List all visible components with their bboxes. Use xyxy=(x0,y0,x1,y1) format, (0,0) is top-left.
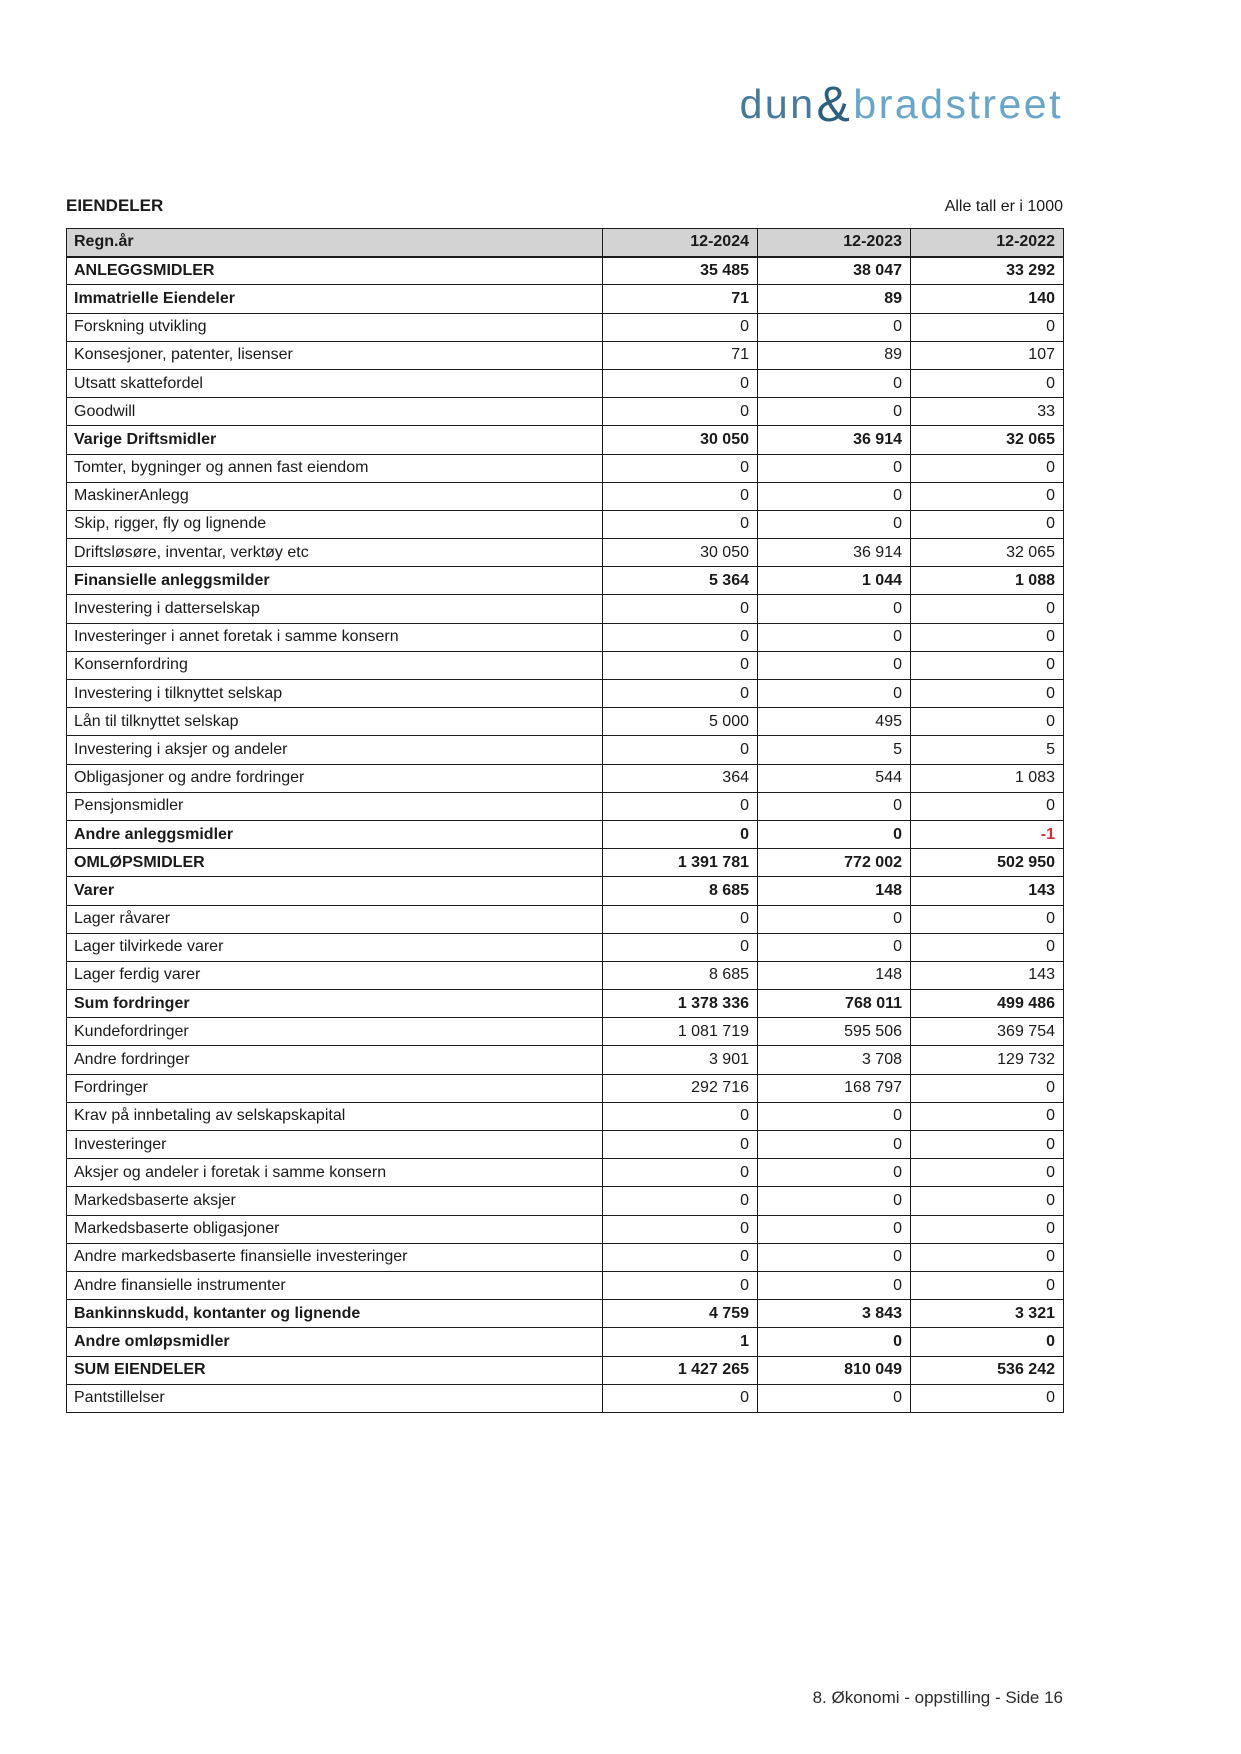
row-value: 3 321 xyxy=(911,1300,1064,1328)
row-value: 0 xyxy=(911,792,1064,820)
row-value: 0 xyxy=(603,1102,758,1130)
row-value: 0 xyxy=(603,1159,758,1187)
row-value: 0 xyxy=(758,595,911,623)
row-label: Goodwill xyxy=(67,398,603,426)
row-value: 33 292 xyxy=(911,257,1064,285)
row-value: 0 xyxy=(911,482,1064,510)
balance-sheet-table xyxy=(66,228,1064,1413)
row-value: 107 xyxy=(911,341,1064,369)
row-value: 0 xyxy=(911,1384,1064,1412)
row-value: 1 391 781 xyxy=(603,849,758,877)
row-value: 0 xyxy=(911,1243,1064,1271)
row-value: 168 797 xyxy=(758,1074,911,1102)
row-value: 32 065 xyxy=(911,426,1064,454)
table-row xyxy=(67,595,1064,623)
row-value: 292 716 xyxy=(603,1074,758,1102)
row-value: 0 xyxy=(603,482,758,510)
row-value: 0 xyxy=(603,820,758,848)
row-label: ANLEGGSMIDLER xyxy=(67,257,603,285)
row-label: Investering i tilknyttet selskap xyxy=(67,680,603,708)
row-value: 0 xyxy=(758,482,911,510)
table-row xyxy=(67,623,1064,651)
table-row xyxy=(67,454,1064,482)
row-value: 1 088 xyxy=(911,567,1064,595)
row-value: 3 901 xyxy=(603,1046,758,1074)
column-header-2024: 12-2024 xyxy=(603,229,758,257)
row-value: 143 xyxy=(911,961,1064,989)
row-label: Kundefordringer xyxy=(67,1018,603,1046)
table-row xyxy=(67,285,1064,313)
row-value: 5 364 xyxy=(603,567,758,595)
row-value: 0 xyxy=(911,369,1064,397)
row-value: 0 xyxy=(758,313,911,341)
table-row xyxy=(67,933,1064,961)
row-value: 0 xyxy=(911,1187,1064,1215)
row-label: Forskning utvikling xyxy=(67,313,603,341)
row-label: Skip, rigger, fly og lignende xyxy=(67,510,603,538)
row-value: -1 xyxy=(911,820,1064,848)
row-label: OMLØPSMIDLER xyxy=(67,849,603,877)
table-row xyxy=(67,1243,1064,1271)
row-label: Markedsbaserte obligasjoner xyxy=(67,1215,603,1243)
table-row xyxy=(67,1131,1064,1159)
row-value: 0 xyxy=(911,708,1064,736)
column-header-2022: 12-2022 xyxy=(911,229,1064,257)
row-label: Pensjonsmidler xyxy=(67,792,603,820)
units-note: Alle tall er i 1000 xyxy=(944,198,1063,215)
row-value: 148 xyxy=(758,877,911,905)
row-label: MaskinerAnlegg xyxy=(67,482,603,510)
row-value: 0 xyxy=(758,933,911,961)
table-row xyxy=(67,1046,1064,1074)
row-label: Investeringer xyxy=(67,1131,603,1159)
table-row xyxy=(67,510,1064,538)
row-value: 1 044 xyxy=(758,567,911,595)
row-value: 1 083 xyxy=(911,764,1064,792)
row-value: 5 000 xyxy=(603,708,758,736)
row-value: 38 047 xyxy=(758,257,911,285)
row-label: Utsatt skattefordel xyxy=(67,369,603,397)
table-row xyxy=(67,426,1064,454)
row-value: 0 xyxy=(603,651,758,679)
row-label: Investeringer i annet foretak i samme konsern xyxy=(67,623,603,651)
row-value: 0 xyxy=(758,1328,911,1356)
row-value: 0 xyxy=(758,623,911,651)
row-value: 0 xyxy=(603,1187,758,1215)
table-row xyxy=(67,398,1064,426)
table-row xyxy=(67,680,1064,708)
row-value: 0 xyxy=(603,510,758,538)
row-value: 0 xyxy=(603,905,758,933)
table-row xyxy=(67,1074,1064,1102)
row-label: Immatrielle Eiendeler xyxy=(67,285,603,313)
row-value: 810 049 xyxy=(758,1356,911,1384)
row-label: Finansielle anleggsmilder xyxy=(67,567,603,595)
table-row xyxy=(67,651,1064,679)
row-value: 71 xyxy=(603,285,758,313)
row-value: 8 685 xyxy=(603,961,758,989)
table-row xyxy=(67,1356,1064,1384)
row-value: 0 xyxy=(911,313,1064,341)
dun-bradstreet-logo xyxy=(740,72,1063,130)
table-row xyxy=(67,792,1064,820)
table-row xyxy=(67,820,1064,848)
row-value: 129 732 xyxy=(911,1046,1064,1074)
row-value: 0 xyxy=(758,820,911,848)
row-value: 364 xyxy=(603,764,758,792)
table-row xyxy=(67,764,1064,792)
row-value: 502 950 xyxy=(911,849,1064,877)
logo-text-dun: dun xyxy=(739,81,816,127)
row-value: 5 xyxy=(758,736,911,764)
row-value: 0 xyxy=(758,1243,911,1271)
table-row xyxy=(67,990,1064,1018)
row-value: 1 081 719 xyxy=(603,1018,758,1046)
row-value: 0 xyxy=(911,1271,1064,1299)
row-value: 36 914 xyxy=(758,539,911,567)
row-value: 0 xyxy=(603,313,758,341)
row-value: 33 xyxy=(911,398,1064,426)
row-value: 0 xyxy=(911,933,1064,961)
row-value: 0 xyxy=(603,398,758,426)
row-value: 0 xyxy=(911,651,1064,679)
row-label: Konsernfordring xyxy=(67,651,603,679)
table-row xyxy=(67,1018,1064,1046)
page-footer: 8. Økonomi - oppstilling - Side 16 xyxy=(812,1688,1063,1707)
row-value: 0 xyxy=(758,1102,911,1130)
row-value: 0 xyxy=(758,510,911,538)
row-value: 0 xyxy=(603,595,758,623)
table-row xyxy=(67,313,1064,341)
table-row xyxy=(67,849,1064,877)
row-value: 36 914 xyxy=(758,426,911,454)
row-value: 595 506 xyxy=(758,1018,911,1046)
table-row xyxy=(67,1102,1064,1130)
table-row xyxy=(67,877,1064,905)
row-value: 89 xyxy=(758,341,911,369)
row-value: 143 xyxy=(911,877,1064,905)
row-value: 0 xyxy=(758,454,911,482)
row-value: 32 065 xyxy=(911,539,1064,567)
row-label: Aksjer og andeler i foretak i samme konsern xyxy=(67,1159,603,1187)
row-value: 0 xyxy=(758,680,911,708)
row-value: 140 xyxy=(911,285,1064,313)
row-value: 4 759 xyxy=(603,1300,758,1328)
row-value: 0 xyxy=(603,736,758,764)
row-value: 5 xyxy=(911,736,1064,764)
row-value: 0 xyxy=(911,510,1064,538)
table-row xyxy=(67,736,1064,764)
row-value: 0 xyxy=(603,1243,758,1271)
row-label: Andre finansielle instrumenter xyxy=(67,1271,603,1299)
row-label: Sum fordringer xyxy=(67,990,603,1018)
row-value: 0 xyxy=(603,369,758,397)
row-value: 3 708 xyxy=(758,1046,911,1074)
table-row xyxy=(67,1300,1064,1328)
row-value: 71 xyxy=(603,341,758,369)
row-value: 35 485 xyxy=(603,257,758,285)
row-value: 89 xyxy=(758,285,911,313)
table-row xyxy=(67,708,1064,736)
row-value: 0 xyxy=(603,680,758,708)
row-value: 0 xyxy=(911,454,1064,482)
row-value: 30 050 xyxy=(603,539,758,567)
row-value: 0 xyxy=(911,1131,1064,1159)
row-value: 0 xyxy=(911,1102,1064,1130)
table-row xyxy=(67,961,1064,989)
table-row xyxy=(67,905,1064,933)
section-title: EIENDELER xyxy=(66,196,164,215)
row-value: 0 xyxy=(758,792,911,820)
row-label: Tomter, bygninger og annen fast eiendom xyxy=(67,454,603,482)
row-label: Investering i datterselskap xyxy=(67,595,603,623)
row-value: 0 xyxy=(911,595,1064,623)
row-value: 544 xyxy=(758,764,911,792)
row-value: 0 xyxy=(911,623,1064,651)
row-label: Driftsløsøre, inventar, verktøy etc xyxy=(67,539,603,567)
row-value: 1 427 265 xyxy=(603,1356,758,1384)
row-value: 3 843 xyxy=(758,1300,911,1328)
row-value: 0 xyxy=(758,1131,911,1159)
row-label: Bankinnskudd, kontanter og lignende xyxy=(67,1300,603,1328)
table-row xyxy=(67,1159,1064,1187)
row-value: 0 xyxy=(758,651,911,679)
row-value: 0 xyxy=(758,1384,911,1412)
row-value: 0 xyxy=(911,1328,1064,1356)
row-value: 0 xyxy=(758,398,911,426)
row-label: Varige Driftsmidler xyxy=(67,426,603,454)
row-value: 1 xyxy=(603,1328,758,1356)
column-header-2023: 12-2023 xyxy=(758,229,911,257)
column-header-regnaar: Regn.år xyxy=(67,229,603,257)
table-row xyxy=(67,1384,1064,1412)
document-header xyxy=(66,196,1063,216)
row-label: Andre omløpsmidler xyxy=(67,1328,603,1356)
row-value: 0 xyxy=(758,1271,911,1299)
row-label: Andre markedsbaserte finansielle investeringer xyxy=(67,1243,603,1271)
row-value: 772 002 xyxy=(758,849,911,877)
row-label: Investering i aksjer og andeler xyxy=(67,736,603,764)
table-row xyxy=(67,567,1064,595)
row-value: 8 685 xyxy=(603,877,758,905)
row-label: Lager ferdig varer xyxy=(67,961,603,989)
row-value: 0 xyxy=(603,1131,758,1159)
logo-text-bradstreet: bradstreet xyxy=(853,81,1063,127)
row-value: 0 xyxy=(758,1215,911,1243)
row-label: Konsesjoner, patenter, lisenser xyxy=(67,341,603,369)
row-label: Andre anleggsmidler xyxy=(67,820,603,848)
row-label: Andre fordringer xyxy=(67,1046,603,1074)
row-label: Markedsbaserte aksjer xyxy=(67,1187,603,1215)
row-value: 499 486 xyxy=(911,990,1064,1018)
table-header-row xyxy=(67,229,1064,257)
row-value: 0 xyxy=(911,905,1064,933)
row-value: 0 xyxy=(911,1074,1064,1102)
row-label: Lager råvarer xyxy=(67,905,603,933)
row-value: 0 xyxy=(911,1215,1064,1243)
row-label: Krav på innbetaling av selskapskapital xyxy=(67,1102,603,1130)
row-label: Pantstillelser xyxy=(67,1384,603,1412)
row-label: Lån til tilknyttet selskap xyxy=(67,708,603,736)
row-value: 0 xyxy=(758,369,911,397)
table-body xyxy=(67,257,1064,1413)
row-value: 0 xyxy=(603,1384,758,1412)
row-label: Fordringer xyxy=(67,1074,603,1102)
row-value: 495 xyxy=(758,708,911,736)
table-row xyxy=(67,369,1064,397)
row-value: 0 xyxy=(758,1187,911,1215)
table-row xyxy=(67,1328,1064,1356)
row-value: 0 xyxy=(603,933,758,961)
row-value: 0 xyxy=(911,680,1064,708)
row-label: SUM EIENDELER xyxy=(67,1356,603,1384)
logo-ampersand-icon: & xyxy=(816,76,853,132)
row-value: 0 xyxy=(911,1159,1064,1187)
row-value: 0 xyxy=(603,454,758,482)
row-label: Varer xyxy=(67,877,603,905)
table-row xyxy=(67,1187,1064,1215)
table-row xyxy=(67,539,1064,567)
table-row xyxy=(67,341,1064,369)
row-value: 1 378 336 xyxy=(603,990,758,1018)
table-row xyxy=(67,482,1064,510)
table-row xyxy=(67,1271,1064,1299)
row-value: 0 xyxy=(603,792,758,820)
row-value: 536 242 xyxy=(911,1356,1064,1384)
row-label: Obligasjoner og andre fordringer xyxy=(67,764,603,792)
row-value: 0 xyxy=(758,1159,911,1187)
table-row xyxy=(67,1215,1064,1243)
row-value: 30 050 xyxy=(603,426,758,454)
row-value: 369 754 xyxy=(911,1018,1064,1046)
row-value: 0 xyxy=(603,1215,758,1243)
table-row xyxy=(67,257,1064,285)
row-value: 148 xyxy=(758,961,911,989)
row-value: 768 011 xyxy=(758,990,911,1018)
row-value: 0 xyxy=(603,623,758,651)
row-value: 0 xyxy=(603,1271,758,1299)
row-label: Lager tilvirkede varer xyxy=(67,933,603,961)
row-value: 0 xyxy=(758,905,911,933)
